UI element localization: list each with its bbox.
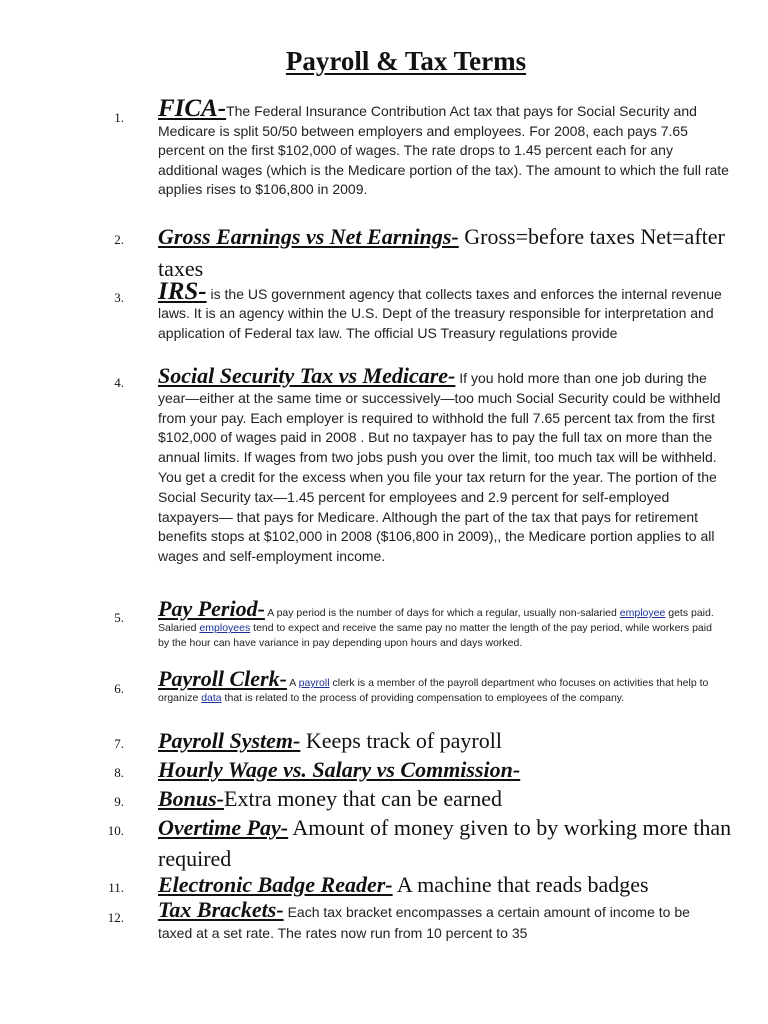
definition-tax-brackets: Each tax bracket encompasses a certain amount of income to be taxed at a set rate. The rates now run from 10 percent to 35 bbox=[158, 904, 690, 941]
definition-ss-medicare: If you hold more than one job during the year—either at the same time or successively—too much Social Security could be withheld from your pay. Each employer is required to withhold the full 7.65 percent tax from the first $102,000 of wages paid in 2008 . But no taxpayer has to pay the full tax on more than the annual limits. If wages from two jobs push you over the limit, too much tax will be withheld. You get a credit for the excess when you file your tax return for the year. The portion of the Social Security tax—1.45 percent for employees and 2.9 percent for self-employed taxpayers— that pays for Medicare. Although the part of the tax that pays for retirement benefits stops at $102,000 in 2008 ($106,800 in 2009),, the Medicare portion applies to all wages and self-employment income. bbox=[158, 370, 721, 565]
item-number: 4. bbox=[114, 375, 124, 390]
item-number: 12. bbox=[107, 910, 124, 925]
term-tax-brackets: Tax Brackets- bbox=[158, 897, 284, 922]
definition-payroll-clerk-a: A bbox=[286, 677, 299, 689]
definition-badge-reader: A machine that reads badges bbox=[392, 872, 649, 897]
item-body bbox=[158, 596, 716, 651]
definition-irs: is the US government agency that collects taxes and enforces the internal revenue laws. It is an agency within the U.S. Dept of the treasury responsible for interpretation and application of Federal tax law. The official US Treasury regulations provide bbox=[158, 286, 722, 341]
term-bonus: Bonus- bbox=[158, 786, 225, 811]
item-body bbox=[158, 95, 732, 200]
term-ss-medicare: Social Security Tax vs Medicare- bbox=[158, 363, 456, 388]
term-overtime-pay: Overtime Pay- bbox=[158, 815, 289, 840]
item-body bbox=[158, 814, 732, 876]
item-number: 7. bbox=[114, 736, 124, 751]
item-body bbox=[158, 897, 708, 944]
item-body bbox=[158, 785, 732, 816]
term-pay-period: Pay Period- bbox=[158, 596, 265, 621]
item-body bbox=[158, 363, 728, 567]
definition-payroll-clerk-b: clerk is a member of the payroll department who focuses on activities that help to organize bbox=[158, 677, 709, 705]
definition-fica: The Federal Insurance Contribution Act tax that pays for Social Security and Medicare is split 50/50 between employers and employees. For 2008, each pays 7.65 percent on the first $102,000 of wages. The rate drops to 1.45 percent each for any additional wages (which is the Medicare portion of the tax). The amount to which the full rate applies rises to $106,800 in 2009. bbox=[158, 103, 729, 198]
term-hourly-wage: Hourly Wage vs. Salary vs Commission- bbox=[158, 757, 521, 782]
term-irs: IRS- bbox=[158, 278, 207, 305]
item-body bbox=[158, 278, 732, 343]
link-employee[interactable]: employee bbox=[619, 607, 666, 619]
item-number: 11. bbox=[108, 880, 124, 895]
link-employees[interactable]: employees bbox=[199, 622, 251, 635]
definition-bonus: Extra money that can be earned bbox=[224, 786, 502, 811]
item-body bbox=[158, 756, 732, 787]
definition-payroll-clerk-c: that is related to the process of providing compensation to employees of the company. bbox=[221, 692, 625, 705]
definition-pay-period-b: gets paid. Salaried bbox=[158, 607, 714, 635]
item-number: 10. bbox=[107, 823, 124, 838]
page-title: Payroll & Tax Terms bbox=[285, 46, 527, 76]
link-data[interactable]: data bbox=[201, 692, 222, 705]
term-badge-reader: Electronic Badge Reader- bbox=[158, 872, 393, 897]
item-number: 6. bbox=[114, 681, 124, 696]
definition-pay-period-a: A pay period is the number of days for which a regular, usually non-salaried bbox=[264, 607, 620, 619]
definition-gross-net: Gross=before taxes Net=after taxes bbox=[158, 224, 725, 281]
item-number: 3. bbox=[114, 290, 124, 305]
definition-payroll-system: Keeps track of payroll bbox=[300, 728, 502, 753]
item-number: 9. bbox=[114, 794, 124, 809]
term-fica: FICA- bbox=[158, 95, 227, 122]
item-body bbox=[158, 222, 732, 286]
item-number: 2. bbox=[114, 232, 124, 247]
term-payroll-system: Payroll System- bbox=[158, 728, 301, 753]
link-payroll[interactable]: payroll bbox=[298, 677, 330, 689]
term-gross-net: Gross Earnings vs Net Earnings- bbox=[158, 224, 459, 249]
term-payroll-clerk: Payroll Clerk- bbox=[158, 666, 287, 691]
item-body bbox=[158, 727, 732, 758]
item-number: 8. bbox=[114, 765, 124, 780]
item-body bbox=[158, 666, 716, 705]
item-number: 5. bbox=[114, 610, 124, 625]
definition-overtime-pay: Amount of money given to by working more than required bbox=[158, 815, 732, 871]
definition-pay-period-c: tend to expect and receive the same pay no matter the length of the pay period, while workers paid by the hour can have variance in pay depending upon hours and days worked. bbox=[158, 622, 712, 650]
item-number: 1. bbox=[114, 110, 124, 125]
